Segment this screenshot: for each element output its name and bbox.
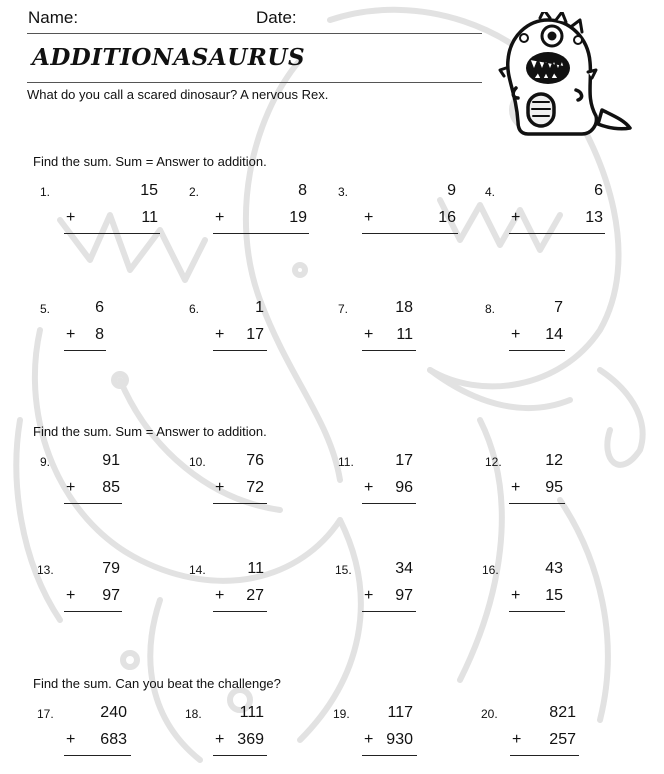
answer-line	[362, 755, 417, 756]
problem-number: 12.	[485, 455, 502, 469]
addend-bottom: 95	[545, 479, 563, 496]
addend-top: 821	[549, 704, 576, 721]
addend-top: 79	[102, 560, 120, 577]
answer-line	[213, 611, 267, 612]
addend-top: 240	[100, 704, 127, 721]
problem-number: 8.	[485, 302, 496, 316]
addend-bottom: 11	[141, 209, 158, 226]
problem-13	[37, 560, 177, 630]
addend-bottom: 97	[395, 587, 413, 604]
answer-line	[213, 503, 267, 504]
addend-top: 111	[239, 704, 264, 721]
problem-number: 5.	[40, 302, 51, 316]
problem-18	[185, 704, 325, 774]
answer-line	[509, 611, 565, 612]
problem-number: 4.	[485, 185, 496, 199]
addend-bottom: 683	[100, 731, 127, 748]
addend-top: 6	[594, 182, 603, 199]
addend-bottom: 930	[386, 731, 413, 748]
section-2-instruction: Find the sum. Sum = Answer to addition.	[33, 424, 267, 439]
plus-sign: +	[215, 209, 225, 226]
plus-sign: +	[511, 209, 521, 226]
plus-sign: +	[215, 479, 225, 496]
addend-bottom: 85	[102, 479, 120, 496]
title-rule	[27, 82, 482, 83]
answer-line	[509, 233, 605, 234]
plus-sign: +	[364, 209, 374, 226]
date-label: Date:	[256, 8, 297, 27]
plus-sign: +	[364, 587, 374, 604]
addend-top: 15	[140, 182, 158, 199]
problem-10	[189, 452, 329, 522]
addend-bottom: 27	[246, 587, 264, 604]
problem-number: 1.	[40, 185, 51, 199]
plus-sign: +	[364, 479, 374, 496]
problem-2	[189, 182, 329, 252]
plus-sign: +	[66, 209, 76, 226]
addend-top: 7	[554, 299, 563, 316]
problem-number: 11.	[338, 455, 354, 469]
addend-top: 91	[102, 452, 120, 469]
addend-top: 17	[395, 452, 413, 469]
plus-sign: +	[364, 731, 374, 748]
problem-17	[37, 704, 177, 774]
addend-bottom: 16	[438, 209, 456, 226]
addend-bottom: 72	[246, 479, 264, 496]
addend-bottom: 19	[289, 209, 307, 226]
problem-number: 3.	[338, 185, 349, 199]
addend-bottom: 13	[585, 209, 603, 226]
name-label: Name:	[28, 8, 79, 27]
plus-sign: +	[66, 587, 76, 604]
problem-number: 15.	[335, 563, 352, 577]
plus-sign: +	[215, 326, 225, 343]
answer-line	[64, 611, 122, 612]
problem-16	[482, 560, 622, 630]
problem-number: 2.	[189, 185, 200, 199]
problem-7	[338, 299, 478, 369]
plus-sign: +	[511, 587, 521, 604]
answer-line	[64, 503, 122, 504]
problem-number: 16.	[482, 563, 499, 577]
name-date-rule	[27, 33, 482, 34]
addend-top: 9	[447, 182, 456, 199]
problem-1	[40, 182, 180, 252]
addend-top: 76	[246, 452, 264, 469]
plus-sign: +	[66, 731, 76, 748]
problem-20	[481, 704, 621, 774]
addend-top: 6	[95, 299, 104, 316]
problem-number: 7.	[338, 302, 349, 316]
plus-sign: +	[215, 731, 225, 748]
answer-line	[64, 350, 106, 351]
section-1-instruction: Find the sum. Sum = Answer to addition.	[33, 154, 267, 169]
addend-bottom: 17	[246, 326, 264, 343]
answer-line	[362, 611, 416, 612]
dinosaur-mascot-icon	[498, 12, 633, 140]
page-title: ADDITIONASAURUS	[32, 44, 306, 71]
problem-number: 6.	[189, 302, 200, 316]
problem-4	[485, 182, 625, 252]
problem-number: 13.	[37, 563, 54, 577]
addend-top: 1	[255, 299, 264, 316]
addend-top: 12	[545, 452, 563, 469]
problem-14	[189, 560, 329, 630]
answer-line	[213, 755, 267, 756]
answer-line	[509, 503, 565, 504]
answer-line	[510, 755, 579, 756]
addend-bottom: 8	[95, 326, 104, 343]
plus-sign: +	[215, 587, 225, 604]
answer-line	[362, 503, 416, 504]
addend-bottom: 14	[545, 326, 563, 343]
addend-top: 8	[298, 182, 307, 199]
problem-number: 19.	[333, 707, 350, 721]
plus-sign: +	[364, 326, 374, 343]
answer-line	[362, 233, 458, 234]
problem-number: 10.	[189, 455, 206, 469]
section-3-instruction: Find the sum. Can you beat the challenge?	[33, 676, 281, 691]
problem-number: 17.	[37, 707, 54, 721]
answer-line	[64, 755, 131, 756]
addend-top: 43	[545, 560, 563, 577]
problem-number: 9.	[40, 455, 51, 469]
problem-6	[189, 299, 329, 369]
problem-12	[485, 452, 625, 522]
addend-bottom: 257	[549, 731, 576, 748]
addend-bottom: 97	[102, 587, 120, 604]
problem-15	[335, 560, 475, 630]
problem-3	[338, 182, 478, 252]
problem-8	[485, 299, 625, 369]
answer-line	[509, 350, 565, 351]
answer-line	[362, 350, 416, 351]
problem-number: 18.	[185, 707, 202, 721]
addend-top: 34	[395, 560, 413, 577]
addend-bottom: 96	[395, 479, 413, 496]
addend-top: 11	[247, 560, 264, 577]
problem-9	[40, 452, 180, 522]
problem-number: 14.	[189, 563, 206, 577]
problem-19	[333, 704, 473, 774]
addend-bottom: 15	[545, 587, 563, 604]
plus-sign: +	[512, 731, 522, 748]
addend-bottom: 369	[237, 731, 264, 748]
answer-line	[213, 233, 309, 234]
plus-sign: +	[66, 326, 76, 343]
addend-bottom: 11	[396, 326, 413, 343]
plus-sign: +	[511, 479, 521, 496]
plus-sign: +	[511, 326, 521, 343]
addend-top: 18	[395, 299, 413, 316]
dinosaur-joke: What do you call a scared dinosaur? A nervous Rex.	[27, 87, 329, 102]
problem-11	[338, 452, 478, 522]
problem-number: 20.	[481, 707, 498, 721]
addend-top: 117	[387, 704, 413, 721]
problem-5	[40, 299, 180, 369]
answer-line	[64, 233, 160, 234]
answer-line	[213, 350, 267, 351]
plus-sign: +	[66, 479, 76, 496]
